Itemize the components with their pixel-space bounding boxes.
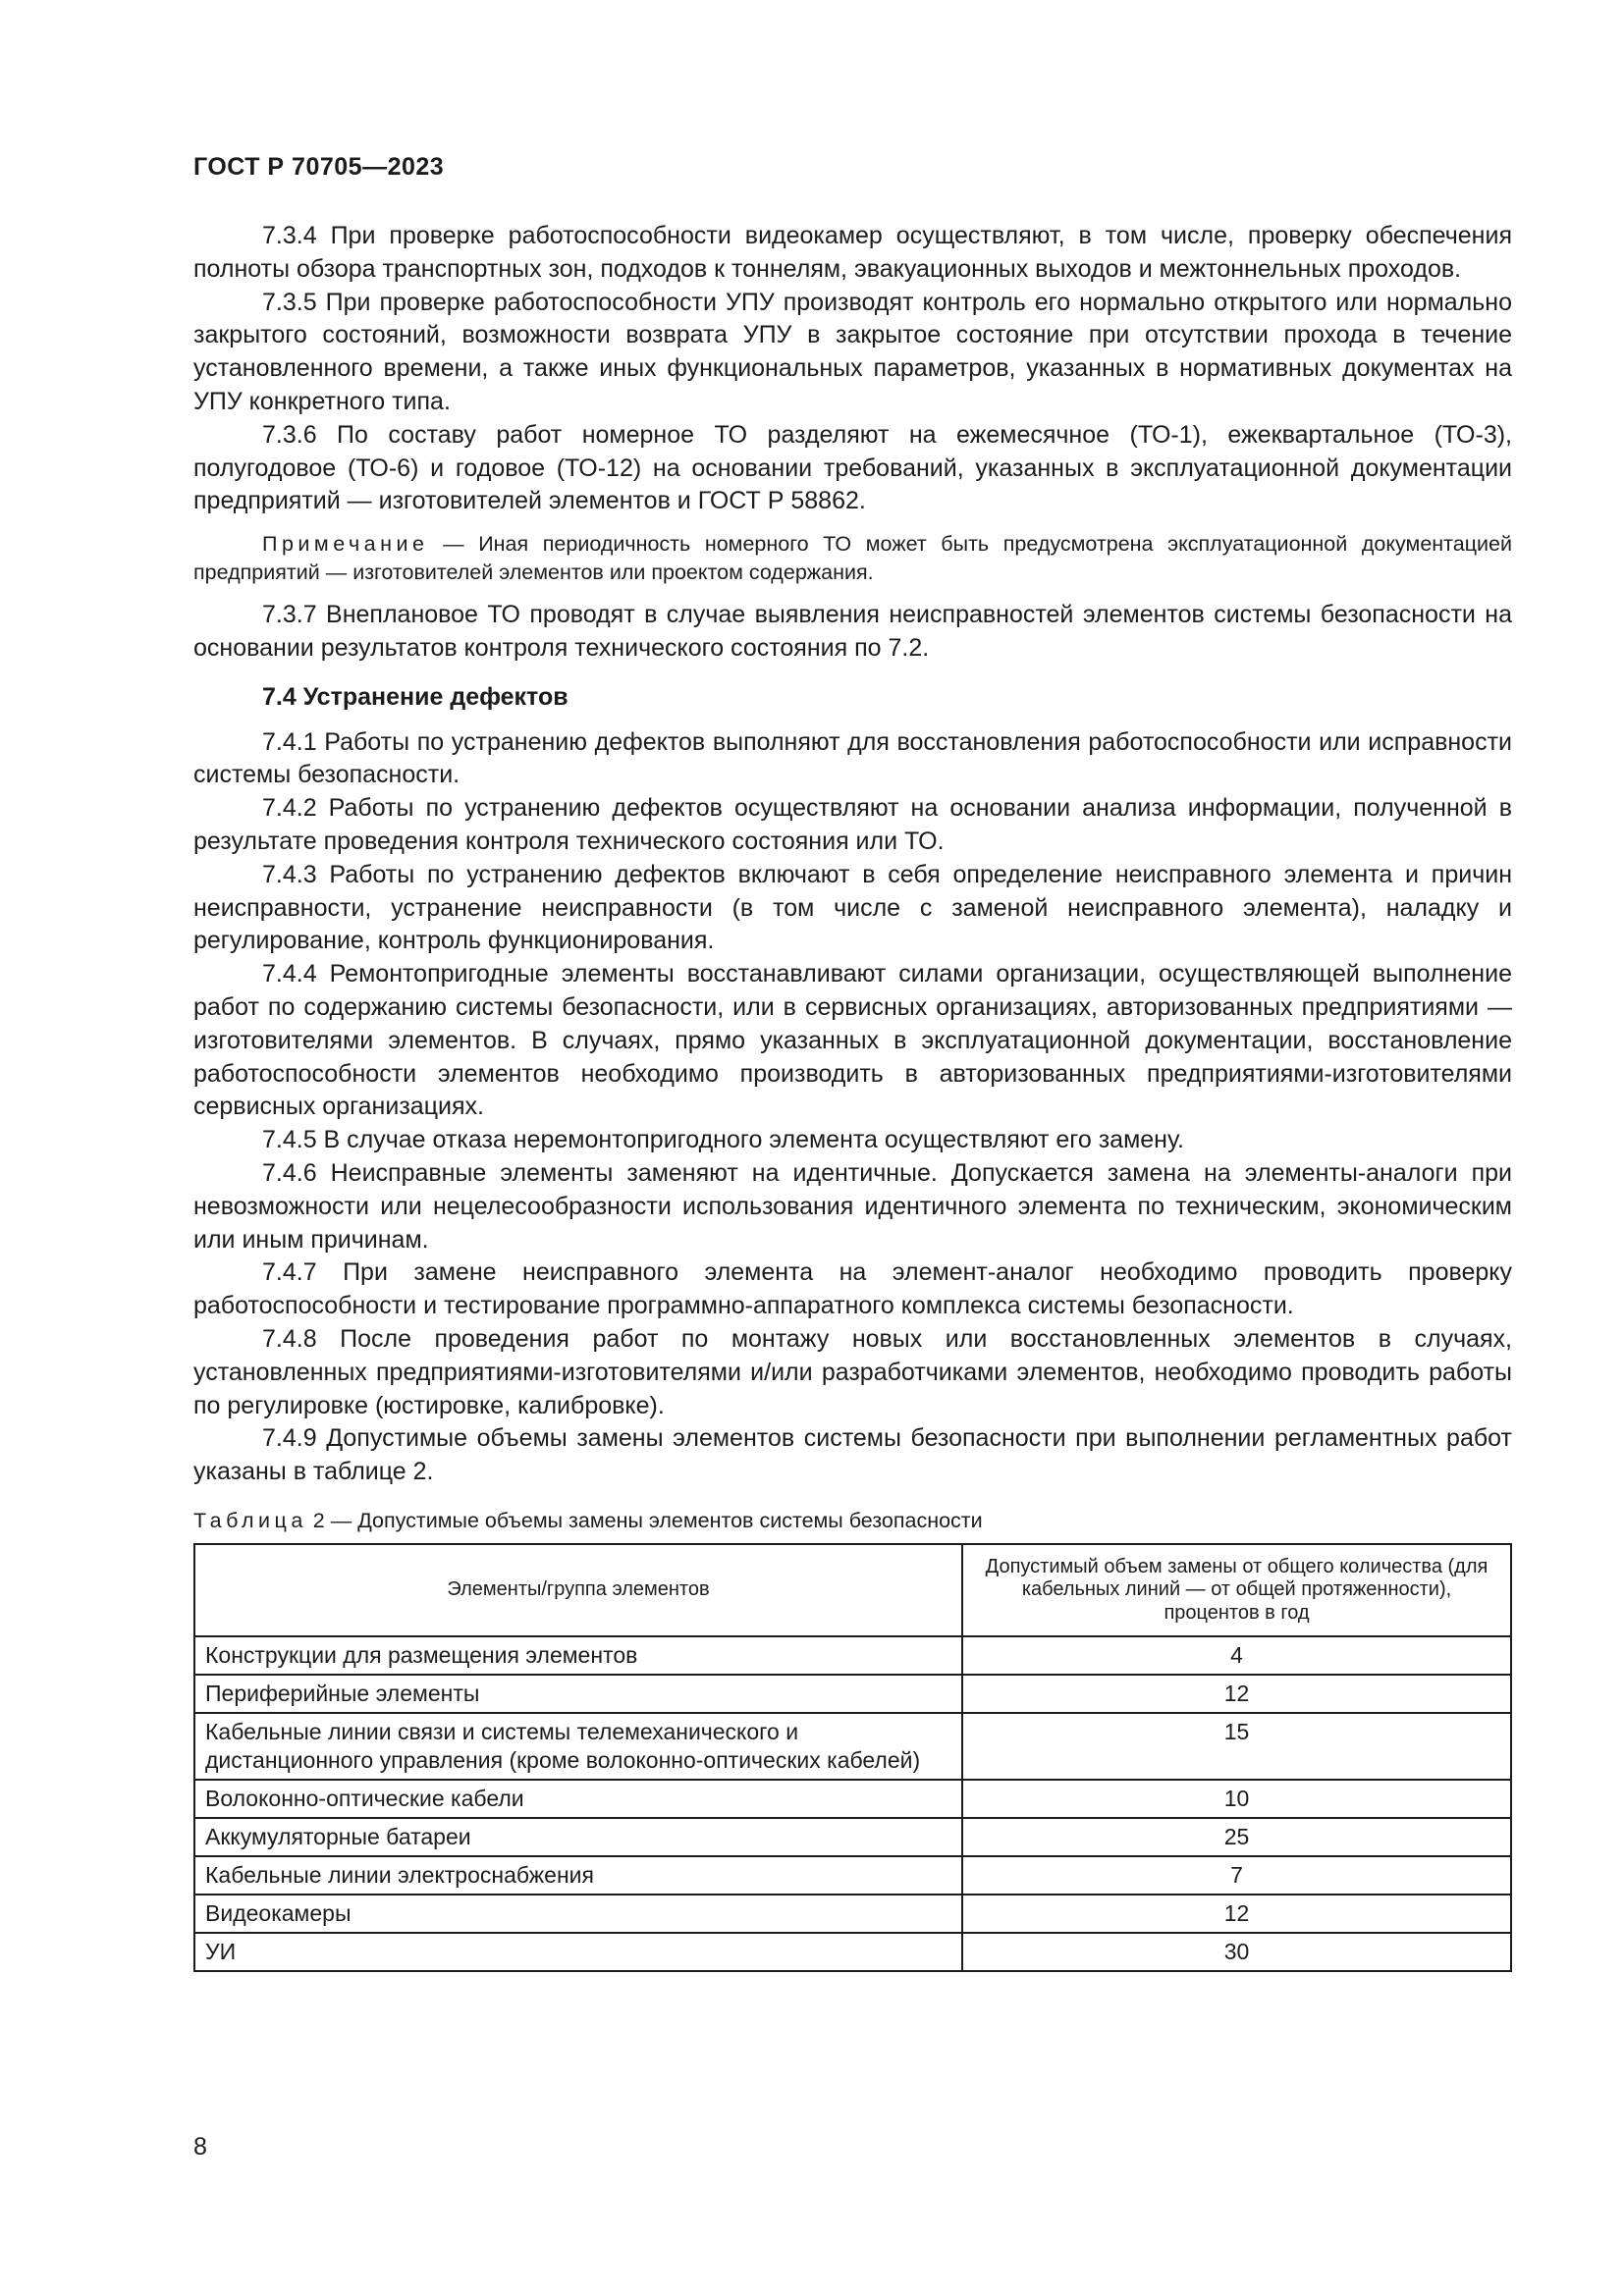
table-caption-label: Таблица bbox=[193, 1508, 307, 1532]
paragraph-7-4-6: 7.4.6 Неисправные элементы заменяют на идентичные. Допускается замена на элементы-аналоги при невозможности или нецелесообразности использования идентичного элемента по техническим, экономическим или иным причинам. bbox=[193, 1158, 1512, 1254]
table-row bbox=[194, 1713, 1511, 1780]
table-row bbox=[194, 1933, 1511, 1971]
replacement-table bbox=[193, 1543, 1512, 1972]
row-element: Периферийные элементы bbox=[194, 1675, 962, 1713]
paragraph-7-3-4: 7.3.4 При проверке работоспособности видеокамер осуществляют, в том числе, проверку обеспечения полноты обзора транспортных зон, подходов к тоннелям, эвакуационных выходов и межтоннельных проходов. bbox=[193, 222, 1512, 283]
row-element: Видеокамеры bbox=[194, 1895, 962, 1933]
paragraph-7-4-8: 7.4.8 После проведения работ по монтажу новых или восстановленных элементов в случаях, установленных предприятиями-изготовителями и/или разработчиками элементов, необходимо проводить работы по регулировке (юстировке, калибровке). bbox=[193, 1324, 1512, 1419]
row-element: Кабельные линии связи и системы телемеханического и дистанционного управления (кроме волоконно-оптических кабелей) bbox=[194, 1713, 962, 1780]
paragraph-7-3-7: 7.3.7 Внеплановое ТО проводят в случае выявления неисправностей элементов системы безопасности на основании результатов контроля технического состояния по 7.2. bbox=[193, 601, 1512, 662]
row-value: 12 bbox=[962, 1895, 1511, 1933]
row-value: 15 bbox=[962, 1713, 1511, 1780]
row-value: 30 bbox=[962, 1933, 1511, 1971]
note-text: — Иная периодичность номерного ТО может быть предусмотрена эксплуатационной документацией предприятий — изготовителей элементов или проектом содержания. bbox=[193, 532, 1512, 585]
row-element: Кабельные линии электроснабжения bbox=[194, 1856, 962, 1895]
table-row bbox=[194, 1895, 1511, 1933]
table-row bbox=[194, 1636, 1511, 1675]
note bbox=[193, 530, 1512, 587]
row-element: Конструкции для размещения элементов bbox=[194, 1636, 962, 1675]
table-row bbox=[194, 1780, 1511, 1818]
paragraph-7-3-6: 7.3.6 По составу работ номерное ТО разделяют на ежемесячное (ТО-1), ежеквартальное (ТО-3), полугодовое (ТО-6) и годовое (ТО-12) на основании требований, указанных в эксплуатационной документации предприятий — изготовителей элементов и ГОСТ Р 58862. bbox=[193, 420, 1512, 515]
paragraph-7-3-5: 7.3.5 При проверке работоспособности УПУ производят контроль его нормально открытого или нормально закрытого состояний, возможности возврата УПУ в закрытое состояние при отсутствии прохода в течение установленного времени, а также иных функциональных параметров, указанных в нормативных документах на УПУ конкретного типа. bbox=[193, 288, 1512, 415]
table-row bbox=[194, 1818, 1511, 1856]
row-value: 25 bbox=[962, 1818, 1511, 1856]
row-value: 7 bbox=[962, 1856, 1511, 1895]
table-caption-text: 2 — Допустимые объемы замены элементов системы безопасности bbox=[306, 1508, 983, 1532]
paragraph-7-4-5: 7.4.5 В случае отказа неремонтопригодного элемента осуществляют его замену. bbox=[262, 1126, 1184, 1154]
section-heading: 7.4 Устранение дефектов bbox=[262, 682, 568, 711]
table-row bbox=[194, 1856, 1511, 1895]
row-value: 10 bbox=[962, 1780, 1511, 1818]
row-value: 4 bbox=[962, 1636, 1511, 1675]
paragraph-7-4-7: 7.4.7 При замене неисправного элемента на элемент-аналог необходимо проводить проверку работоспособности и тестирование программно-аппаратного комплекса системы безопасности. bbox=[193, 1258, 1512, 1320]
paragraph-7-4-3: 7.4.3 Работы по устранению дефектов включают в себя определение неисправного элемента и причин неисправности, устранение неисправности (в том числе с заменой неисправного элемента), наладку и регулирование, контроль функционирования. bbox=[193, 860, 1512, 955]
table-row bbox=[194, 1675, 1511, 1713]
paragraph-7-4-1: 7.4.1 Работы по устранению дефектов выполняют для восстановления работоспособности или исправности системы безопасности. bbox=[193, 727, 1512, 789]
header-elements: Элементы/группа элементов bbox=[194, 1544, 962, 1636]
header-allowed-volume: Допустимый объем замены от общего количества (для кабельных линий — от общей протяженности), процентов в год bbox=[962, 1544, 1511, 1636]
row-element: УИ bbox=[194, 1933, 962, 1971]
table-header-row bbox=[194, 1544, 1511, 1636]
paragraph-7-4-9: 7.4.9 Допустимые объемы замены элементов системы безопасности при выполнении регламентных работ указаны в таблице 2. bbox=[193, 1424, 1512, 1486]
paragraph-7-4-4: 7.4.4 Ремонтопригодные элементы восстанавливают силами организации, осуществляющей выполнение работ по содержанию системы безопасности, или в сервисных организациях, авторизованных предприятиями — изготовителями элементов. В случаях, прямо указанных в эксплуатационной документации, восстановление работоспособности элементов необходимо производить в авторизованных предприятиями-изготовителями сервисных организациях. bbox=[193, 960, 1512, 1121]
paragraph-7-4-2: 7.4.2 Работы по устранению дефектов осуществляют на основании анализа информации, полученной в результате проведения контроля технического состояния или ТО. bbox=[193, 794, 1512, 855]
table-caption bbox=[193, 1507, 1512, 1535]
row-element: Аккумуляторные батареи bbox=[194, 1818, 962, 1856]
page-number: 8 bbox=[193, 2133, 207, 2161]
note-label: Примечание bbox=[262, 532, 429, 557]
document-header: ГОСТ Р 70705—2023 bbox=[193, 153, 445, 181]
document-body bbox=[193, 220, 1512, 1972]
row-value: 12 bbox=[962, 1675, 1511, 1713]
row-element: Волоконно-оптические кабели bbox=[194, 1780, 962, 1818]
